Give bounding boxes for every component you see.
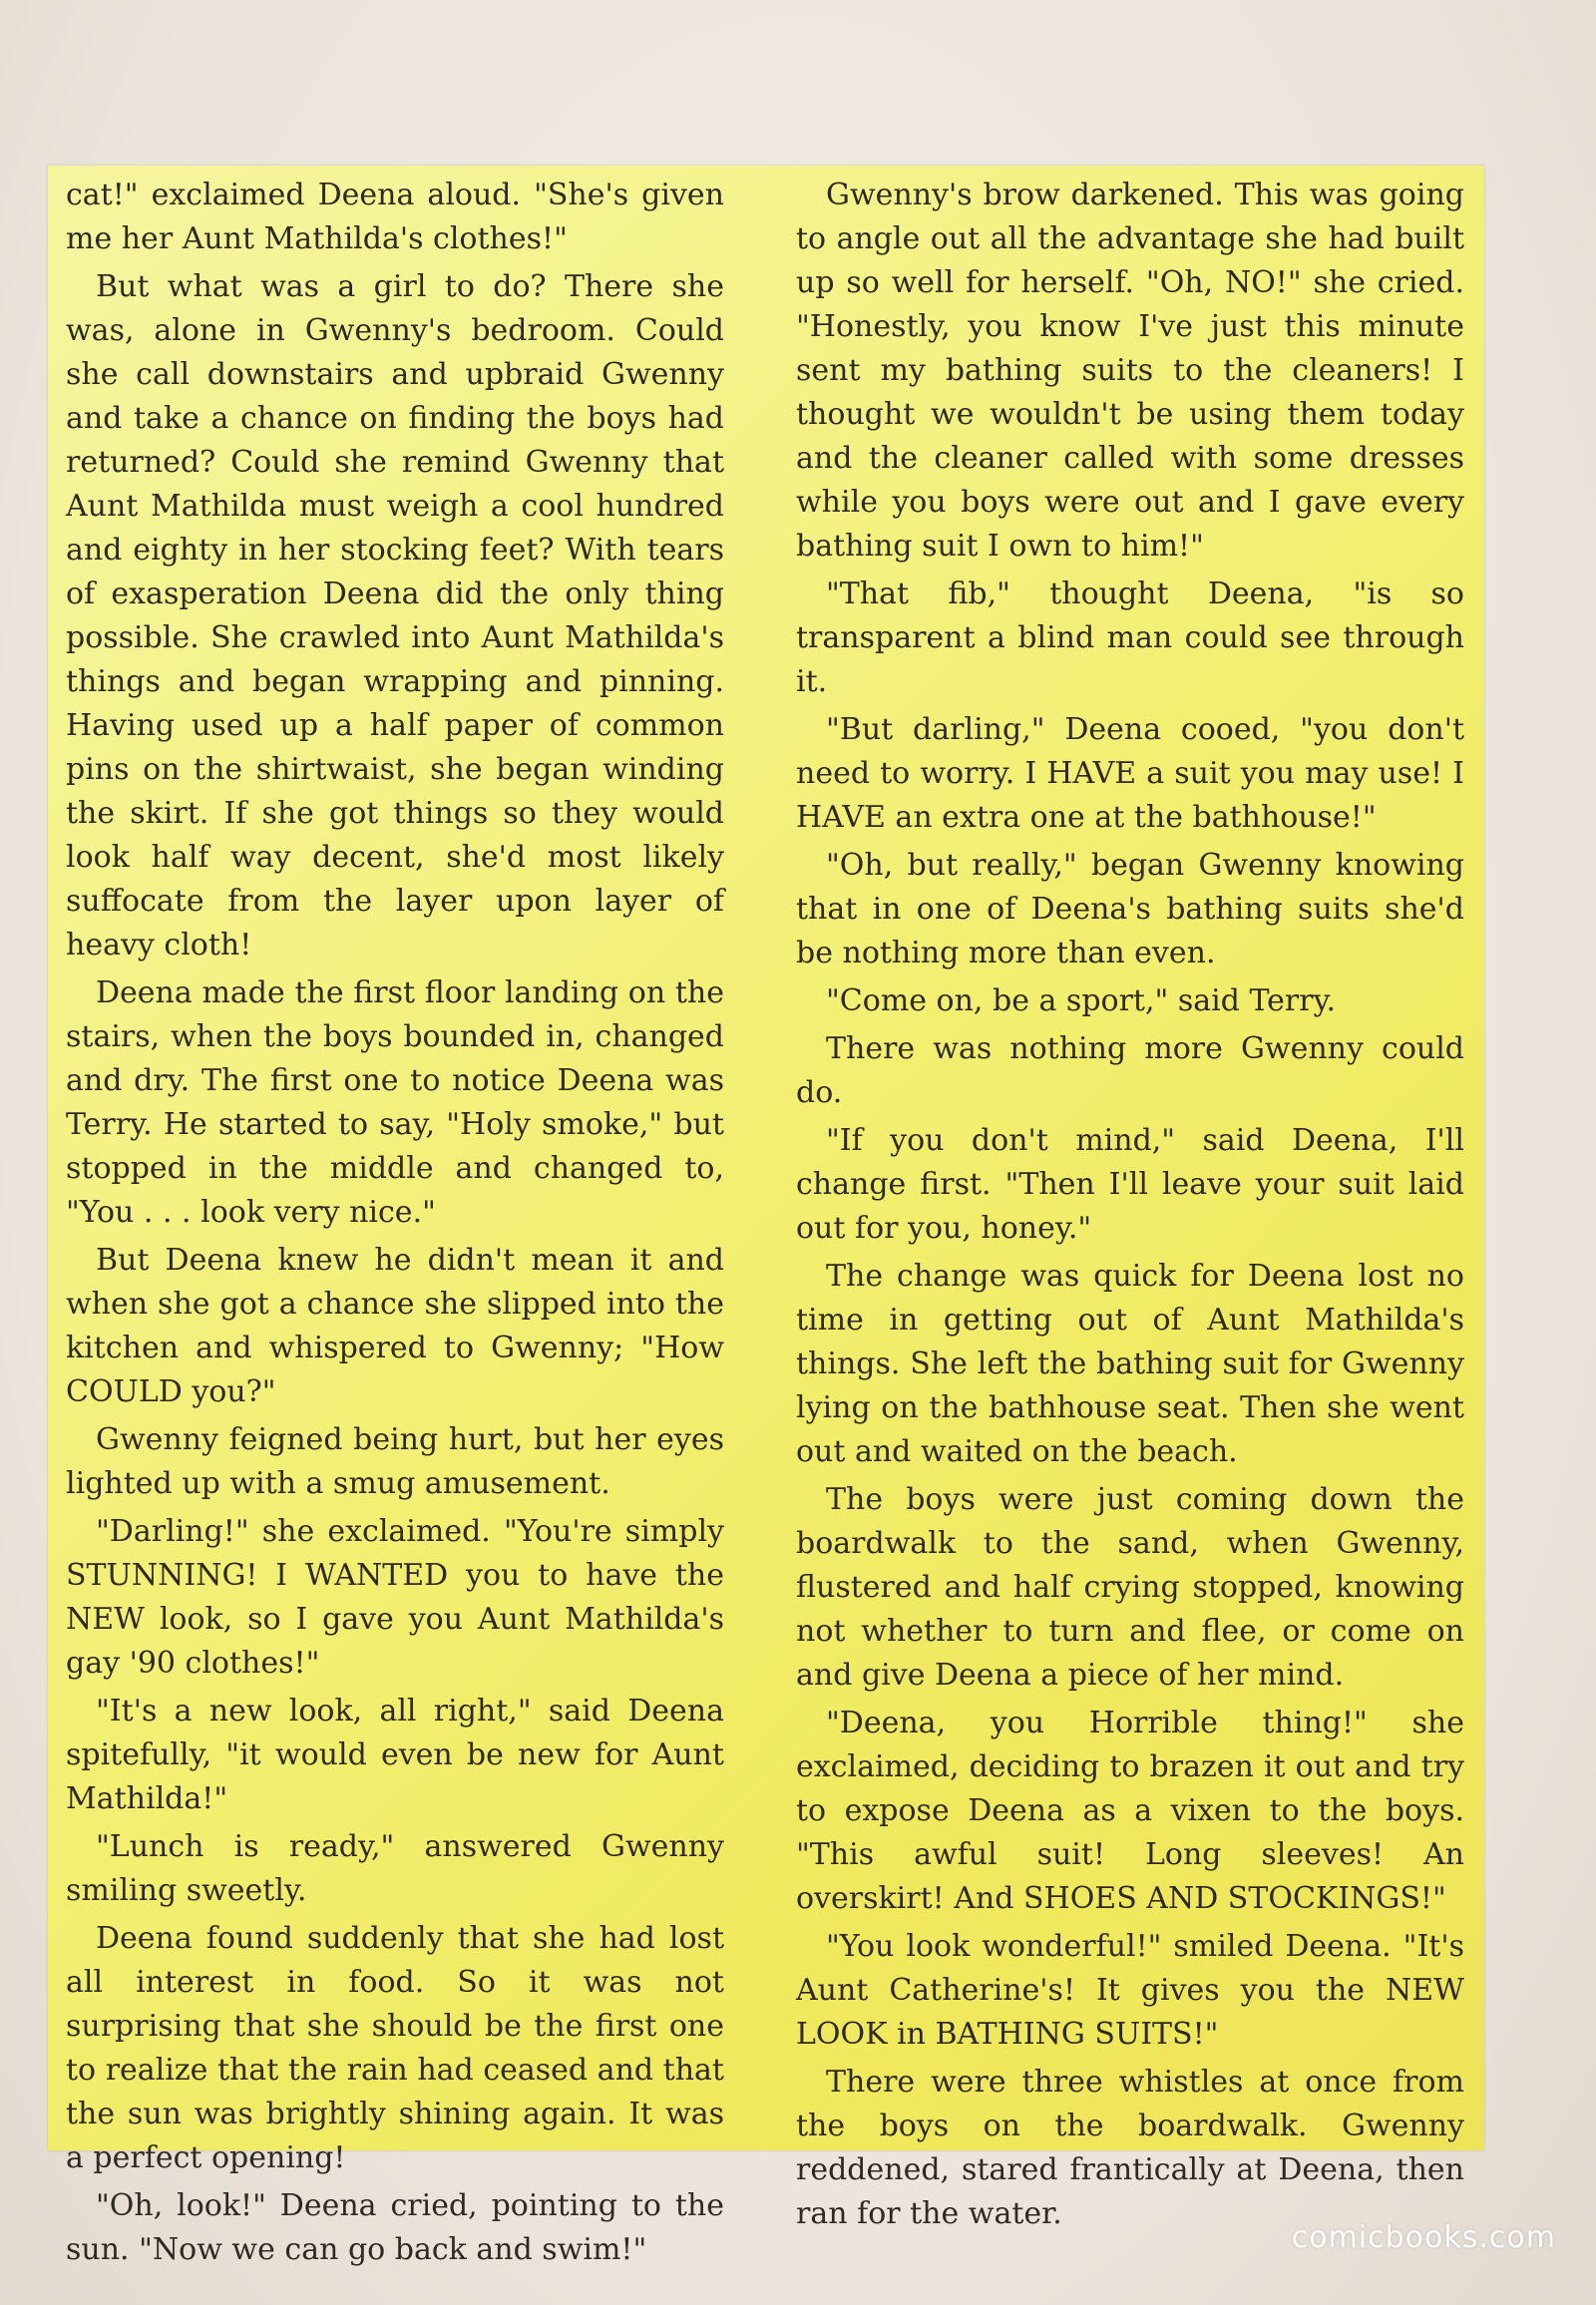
paragraph: "But darling," Deena cooed, "you don't need to worry. I HAVE a suit you may use! I HAVE an extra one at the bathhouse!" bbox=[796, 712, 1464, 835]
paragraph: "If you don't mind," said Deena, I'll change first. "Then I'll leave your suit laid out for you, honey." bbox=[796, 1123, 1464, 1246]
paragraph: "That fib," thought Deena, "is so transparent a blind man could see through it. bbox=[796, 576, 1464, 699]
paragraph: Deena made the first floor landing on the stairs, when the boys bounded in, changed and dry. The first one to notice Deena was Terry. He started to say, "Holy smoke," but stopped in the middle and changed to, "You . . . look very nice." bbox=[66, 975, 724, 1230]
paragraph: Deena found suddenly that she had lost all interest in food. So it was not surprising that she should be the first one to realize that the rain had ceased and that the sun was brightly shining again. It was a perfect opening! bbox=[66, 1921, 724, 2175]
paragraph: The change was quick for Deena lost no time in getting out of Aunt Mathilda's things. She left the bathing suit for Gwenny lying on the bathhouse seat. Then she went out and waited on the beach. bbox=[796, 1259, 1464, 1469]
paragraph: There was nothing more Gwenny could do. bbox=[796, 1031, 1464, 1110]
paragraph: Gwenny feigned being hurt, but her eyes lighted up with a smug amusement. bbox=[66, 1422, 724, 1501]
paragraph: The boys were just coming down the boardwalk to the sand, when Gwenny, flustered and half crying stopped, knowing not whether to turn and flee, or come on and give Deena a piece of her mind. bbox=[796, 1482, 1464, 1693]
paragraph: But Deena knew he didn't mean it and when she got a chance she slipped into the kitchen and whispered to Gwenny; "How COULD you?" bbox=[66, 1243, 724, 1409]
paragraph: Gwenny's brow darkened. This was going to angle out all the advantage she had built up so well for herself. "Oh, NO!" she cried. "Honestly, you know I've just this minute sent my bathing suits to the cleaners! I thought we wouldn't be using them today and the cleaner called with some dresses while you boys were out and I gave every bathing suit I own to him!" bbox=[796, 178, 1464, 564]
paragraph: "Oh, but really," began Gwenny knowing that in one of Deena's bathing suits she'd be nothing more than even. bbox=[796, 848, 1464, 970]
paragraph: But what was a girl to do? There she was, alone in Gwenny's bedroom. Could she call downstairs and upbraid Gwenny and take a chance on finding the boys had returned? Could she remind Gwenny that Aunt Mathilda must weigh a cool hundred and eighty in her stocking feet? With tears of exasperation Deena did the only thing possible. She crawled into Aunt Mathilda's things and began wrapping and pinning. Having used up a half paper of common pins on the shirtwaist, she began winding the skirt. If she got things so they would look half way decent, she'd most likely suffocate from the layer upon layer of heavy cloth! bbox=[66, 269, 724, 962]
site-watermark: comicbooks.com bbox=[1291, 2220, 1556, 2255]
paragraph: "You look wonderful!" smiled Deena. "It's Aunt Catherine's! It gives you the NEW LOOK in BATHING SUITS!" bbox=[796, 1929, 1464, 2052]
paragraph: "Darling!" she exclaimed. "You're simply STUNNING! I WANTED you to have the NEW look, so I gave you Aunt Mathilda's gay '90 clothes!" bbox=[66, 1514, 724, 1681]
paragraph: "Deena, you Horrible thing!" she exclaimed, deciding to brazen it out and try to expose Deena as a vixen to the boys. "This awful suit! Long sleeves! An overskirt! And SHOES AND STOCKINGS!" bbox=[796, 1706, 1464, 1916]
right-column bbox=[796, 174, 1464, 2240]
paragraph: "Oh, look!" Deena cried, pointing to the sun. "Now we can go back and swim!" bbox=[66, 2188, 724, 2267]
paragraph: "It's a new look, all right," said Deena spitefully, "it would even be new for Aunt Mathilda!" bbox=[66, 1694, 724, 1816]
paragraph: There were three whistles at once from the boys on the boardwalk. Gwenny reddened, stared frantically at Deena, then ran for the water. bbox=[796, 2065, 1464, 2231]
paragraph: "Lunch is ready," answered Gwenny smiling sweetly. bbox=[66, 1829, 724, 1908]
left-column bbox=[66, 174, 724, 2276]
paragraph: cat!" exclaimed Deena aloud. "She's given me her Aunt Mathilda's clothes!" bbox=[66, 178, 724, 256]
paragraph: "Come on, be a sport," said Terry. bbox=[826, 983, 1337, 1018]
